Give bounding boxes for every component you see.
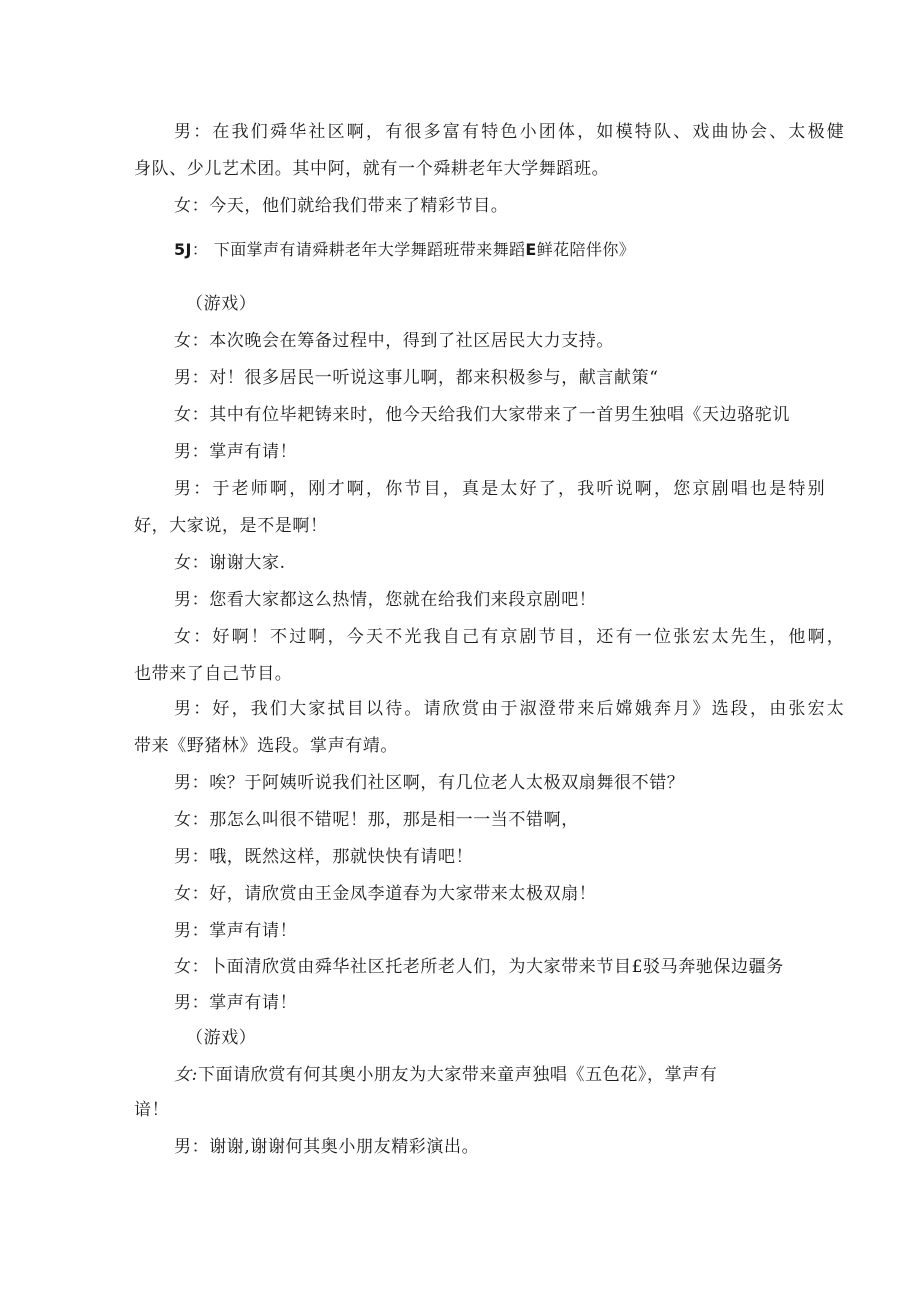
- dialogue-line: 男：好，我们大家拭目以待。请欣赏由于淑澄带来后嫦娥奔月》选段，由张宏太: [174, 699, 846, 719]
- dialogue-line: 男：对！很多居民一听说这事儿啊，都来积极参与，献言献策“: [174, 368, 659, 388]
- dialogue-line: 男：掌声有请！: [174, 921, 298, 941]
- dialogue-line-continued: 也带来了自己节目。: [134, 664, 293, 684]
- dialogue-line-continued: 好，大家说，是不是啊！: [134, 516, 328, 536]
- dialogue-line: 女：那怎么叫很不错呢！那，那是相一一当不错啊，: [174, 810, 579, 830]
- dialogue-line-continued: 带来《野猪林》选段。掌声有靖。: [134, 736, 398, 756]
- dialogue-line: 男：掌声有请！: [174, 993, 298, 1013]
- dialogue-line: 女：其中有位毕耙铸来时，他今天给我们大家带来了一首男生独唱《天边骆驼讥: [174, 405, 790, 425]
- stage-direction: （游戏）: [186, 1028, 257, 1048]
- announcement-mark: E: [525, 240, 537, 259]
- announcement-tail: 鲜花陪伴你》: [536, 240, 636, 259]
- dialogue-text: 下面请欣赏有何其奥小朋友为大家带来童声独唱《五色花》，掌声有: [197, 1065, 718, 1085]
- announcement-text: 下面掌声有请舜耕老年大学舞蹈班带来舞蹈: [213, 240, 526, 259]
- dialogue-line: 女：谢谢大家.: [174, 553, 286, 573]
- dialogue-line: 女：今天，他们就给我们带来了精彩节目。: [174, 196, 509, 216]
- dialogue-line: 女：本次晚会在筹备过程中，得到了社区居民大力支持。: [174, 331, 614, 351]
- dialogue-line: [174, 1065, 717, 1085]
- dialogue-line-continued: 谙！: [134, 1100, 170, 1120]
- dialogue-line: 男：掌声有请！: [174, 442, 298, 462]
- dialogue-line: 女：好啊！不过啊，今天不光我自己有京剧节目，还有一位张宏太先生，他啊，: [174, 627, 846, 647]
- dialogue-line: 男：在我们舜华社区啊，有很多富有特色小团体，如模特队、戏曲协会、太极健: [174, 122, 846, 142]
- stage-direction: （游戏）: [186, 294, 257, 314]
- dialogue-line: 男：于老师啊，刚才啊，你节目，真是太好了，我听说啊，您京剧唱也是特别: [174, 479, 827, 499]
- dialogue-line: 男：唉？于阿姨听说我们社区啊，有几位老人太极双扇舞很不错？: [174, 773, 685, 793]
- dialogue-line: 男：您看大家都这么热情，您就在给我们来段京剧吧！: [174, 590, 597, 610]
- dialogue-line: 女：好，请欣赏由王金凤李道春为大家带来太极双扇！: [174, 884, 597, 904]
- dialogue-line: 男：哦，既然这样，那就快快有请吧！: [174, 847, 474, 867]
- speaker-label: 女:: [174, 1065, 198, 1085]
- dialogue-line-continued: 身队、少儿艺术团。其中阿，就有一个舜耕老年大学舞蹈班。: [134, 159, 610, 179]
- dialogue-line: 男：谢谢,谢谢何其奥小朋友精彩演出。: [174, 1137, 480, 1157]
- host-label: 5J: [174, 240, 192, 259]
- host-label-colon: ：: [191, 240, 209, 259]
- host-announcement-line: [174, 240, 635, 260]
- dialogue-line: 女：卜面清欣赏由舜华社区托老所老人们，为大家带来节目£驳马奔驰保边疆务: [174, 957, 784, 977]
